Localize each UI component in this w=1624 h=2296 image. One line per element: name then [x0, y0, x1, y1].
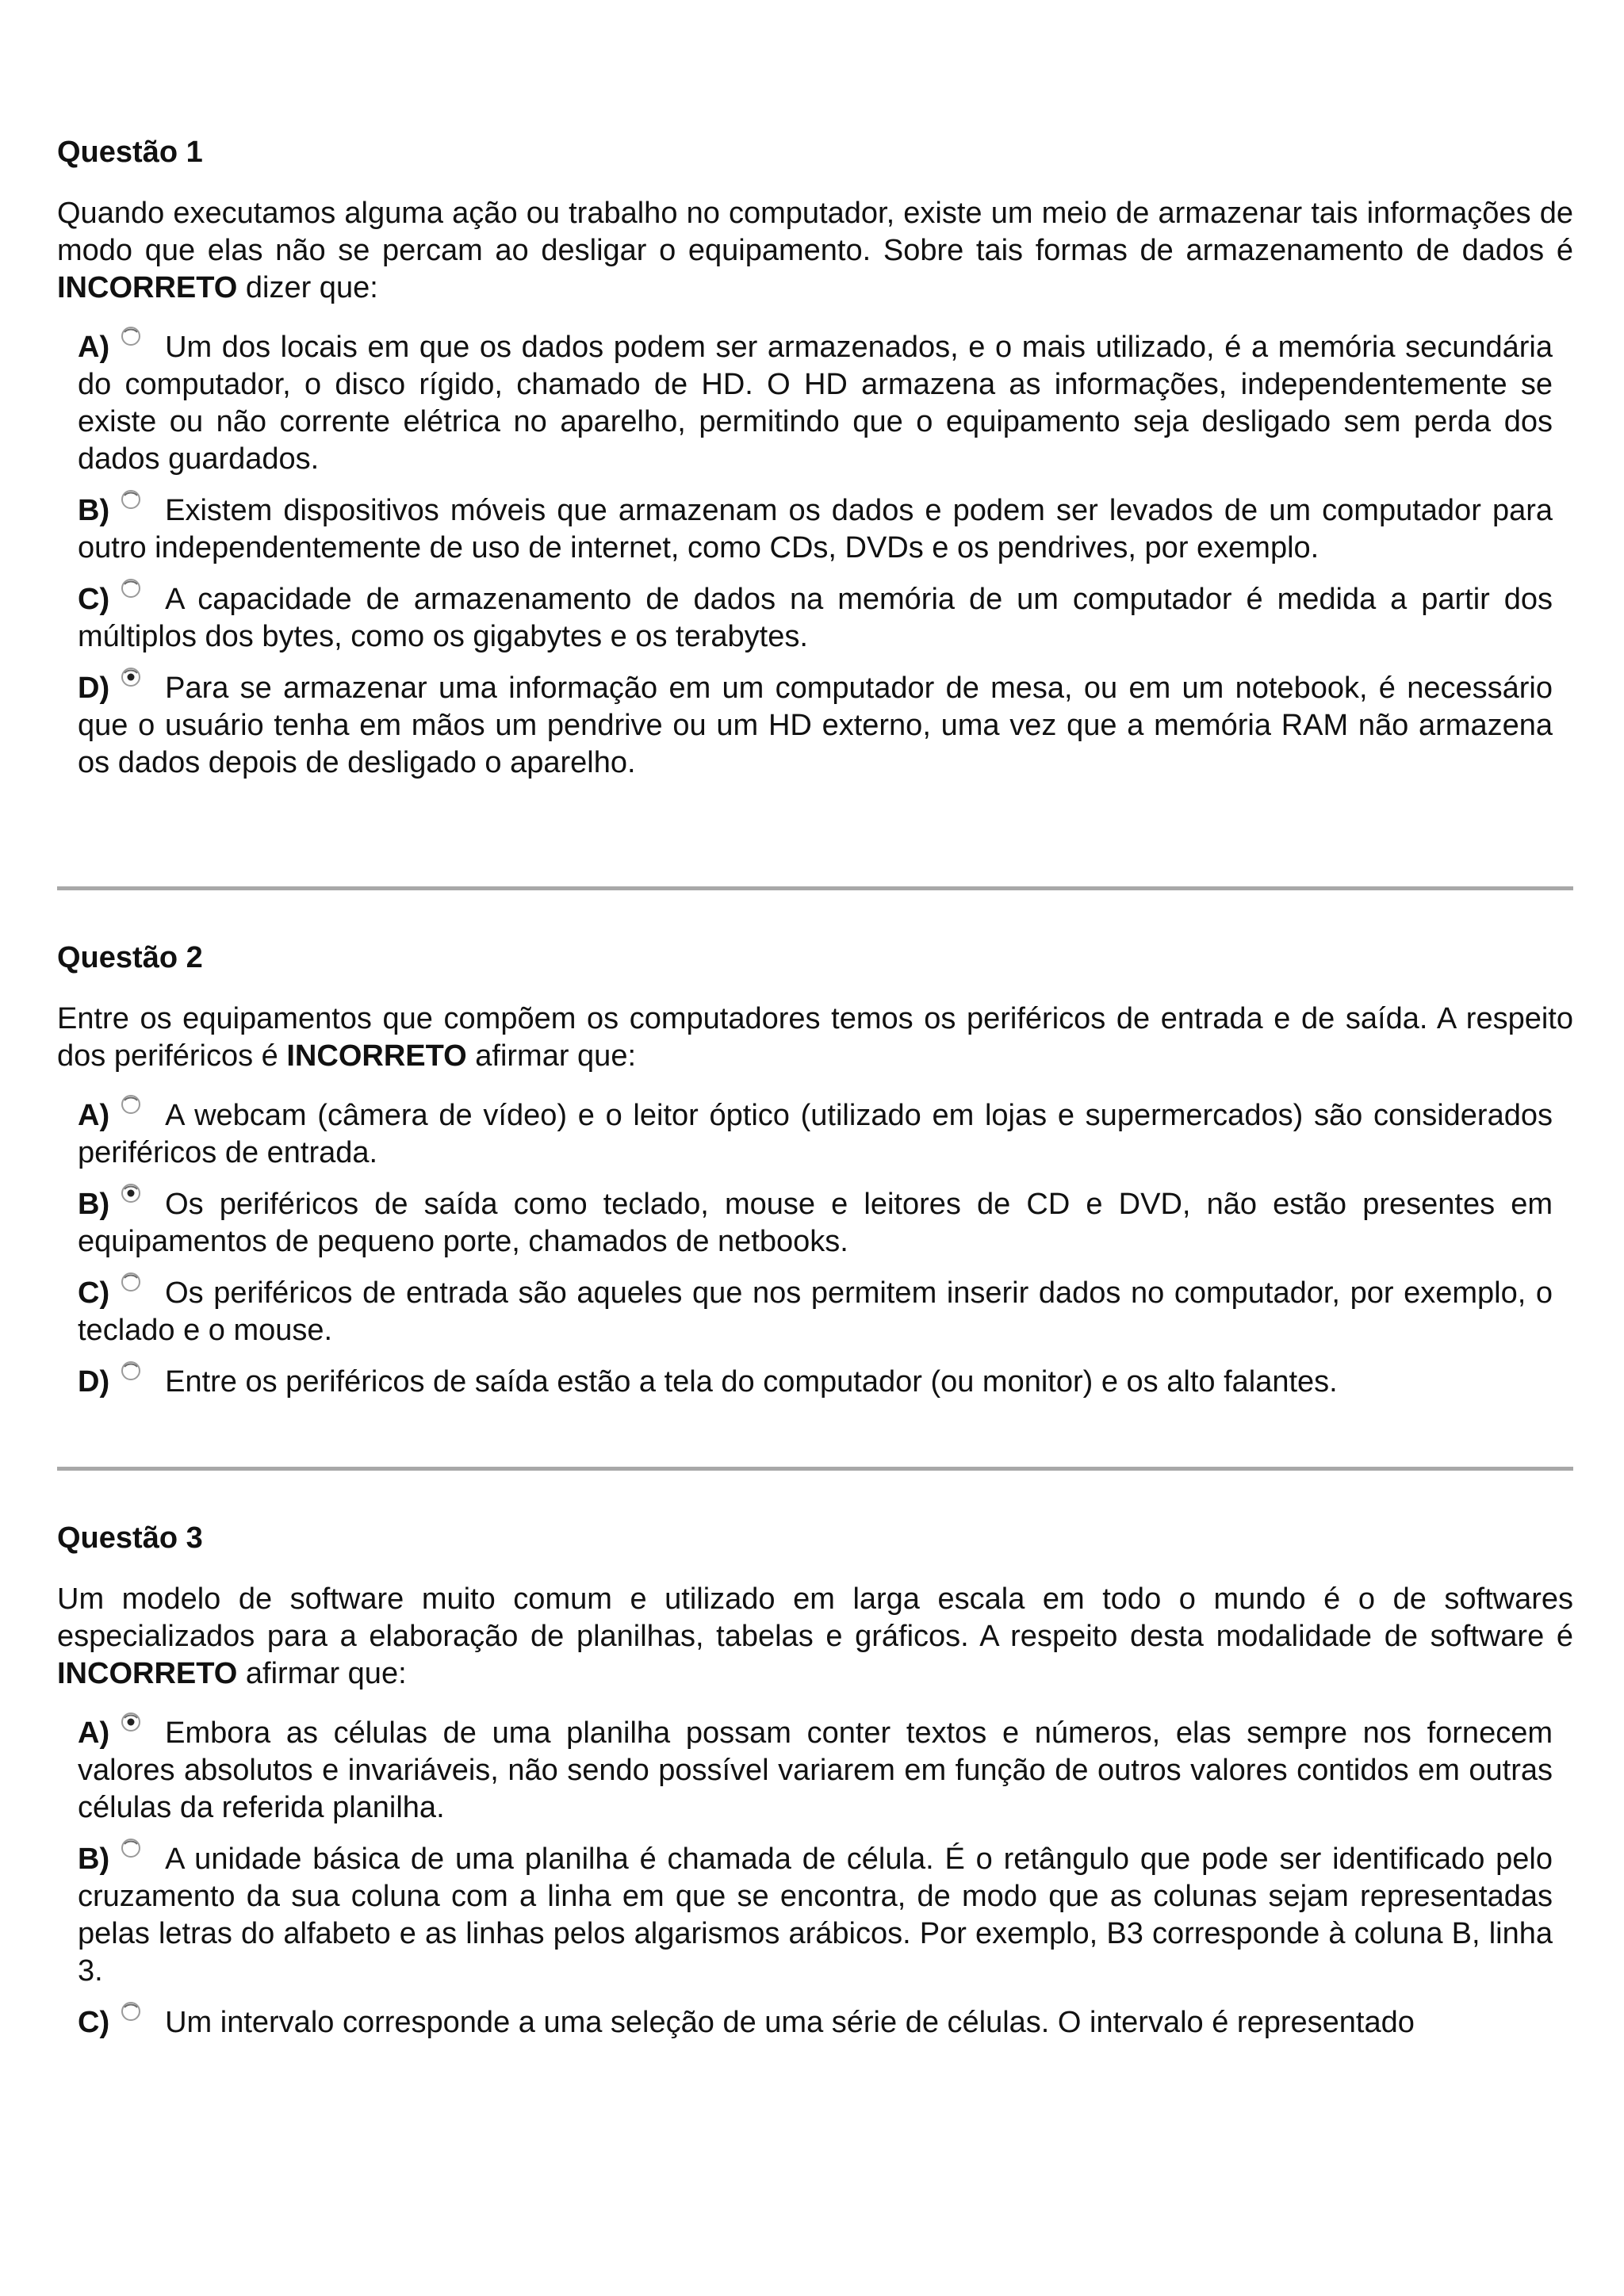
radio-button[interactable] — [121, 1360, 141, 1381]
option-text: Para se armazenar uma informação em um computador de mesa, ou em um notebook, é necessário que o usuário tenha em mãos um pendrive ou um HD externo, uma vez que a memória RAM não armazena os dados depois de desligado o aparelho. — [78, 672, 1553, 779]
option-text: A unidade básica de uma planilha é chamada de célula. É o retângulo que pode ser identificado pelo cruzamento da sua coluna com a linha em que se encontra, de modo que as colunas sejam representadas pelas letras do alfabeto e as linhas pelos algarismos arábicos. Por exemplo, B3 corresponde à coluna B, linha 3. — [78, 1843, 1553, 1988]
option-text: Um dos locais em que os dados podem ser armazenados, e o mais utilizado, é a memória secundária do computador, o disco rígido, chamado de HD. O HD armazena as informações, independentemente se existe ou não corrente elétrica no aparelho, permitindo que o equipamento seja desligado sem perda dos dados guardados. — [78, 331, 1553, 476]
option-c[interactable] — [78, 581, 1553, 656]
option-text: Um intervalo corresponde a uma seleção de uma série de células. O intervalo é representado — [165, 2006, 1415, 2039]
question-prompt — [57, 195, 1573, 307]
option-letter: B) — [78, 494, 110, 527]
option-b[interactable] — [78, 1186, 1553, 1261]
prompt-text: Quando executamos alguma ação ou trabalho no computador, existe um meio de armazenar tais informações de modo que elas não se percam ao desligar o equipamento. Sobre tais formas de armazenamento de dados é — [57, 197, 1573, 267]
radio-button[interactable] — [121, 326, 141, 346]
radio-button[interactable] — [121, 1272, 141, 1292]
radio-button[interactable] — [121, 1838, 141, 1858]
prompt-text-end: dizer que: — [237, 271, 378, 304]
option-a[interactable] — [78, 1097, 1553, 1172]
question-prompt — [57, 1581, 1573, 1693]
prompt-emphasis: INCORRETO — [57, 271, 238, 304]
question-prompt — [57, 1001, 1573, 1075]
option-letter: C) — [78, 2006, 110, 2039]
radio-button[interactable] — [121, 578, 141, 599]
option-a[interactable] — [78, 1715, 1553, 1827]
options-list — [78, 1097, 1553, 1401]
radio-button[interactable] — [121, 1183, 141, 1203]
question-1 — [57, 133, 1573, 796]
option-letter: A) — [78, 1099, 110, 1132]
option-letter: A) — [78, 331, 110, 364]
option-d[interactable] — [78, 670, 1553, 782]
radio-button[interactable] — [121, 1712, 141, 1732]
option-letter: A) — [78, 1716, 110, 1750]
section-divider — [57, 1467, 1573, 1471]
prompt-emphasis: INCORRETO — [286, 1039, 467, 1073]
prompt-text: Entre os equipamentos que compõem os computadores temos os periféricos de entrada e de saída. A respeito dos periféricos é — [57, 1002, 1573, 1073]
question-title: Questão 2 — [57, 941, 203, 974]
option-letter: C) — [78, 1276, 110, 1310]
option-text: A capacidade de armazenamento de dados na memória de um computador é medida a partir dos múltiplos dos bytes, como os gigabytes e os terabytes. — [78, 583, 1553, 653]
radio-button[interactable] — [121, 489, 141, 510]
option-text: Existem dispositivos móveis que armazenam os dados e podem ser levados de um computador para outro independentemente de uso de internet, como CDs, DVDs e os pendrives, por exemplo. — [78, 494, 1553, 564]
option-text: Os periféricos de entrada são aqueles que nos permitem inserir dados no computador, por exemplo, o teclado e o mouse. — [78, 1276, 1553, 1347]
section-divider — [57, 886, 1573, 890]
option-b[interactable] — [78, 1841, 1553, 1990]
options-list — [78, 329, 1553, 782]
option-text: A webcam (câmera de vídeo) e o leitor óptico (utilizado em lojas e supermercados) são considerados periféricos de entrada. — [78, 1099, 1553, 1169]
option-text: Entre os periféricos de saída estão a tela do computador (ou monitor) e os alto falantes. — [165, 1365, 1338, 1399]
option-c[interactable] — [78, 1275, 1553, 1349]
option-letter: D) — [78, 1365, 110, 1399]
option-d[interactable] — [78, 1364, 1553, 1401]
option-c[interactable] — [78, 2004, 1553, 2042]
option-b[interactable] — [78, 492, 1553, 567]
options-list — [78, 1715, 1553, 2042]
prompt-text: Um modelo de software muito comum e utilizado em larga escala em todo o mundo é o de softwares especializados para a elaboração de planilhas, tabelas e gráficos. A respeito desta modalidade de software é — [57, 1582, 1573, 1653]
question-3 — [57, 1519, 1573, 2056]
option-letter: D) — [78, 672, 110, 705]
option-text: Embora as células de uma planilha possam conter textos e números, elas sempre nos fornecem valores absolutos e invariáveis, não sendo possível variarem em função de outros valores contidos em outras células da referida planilha. — [78, 1716, 1553, 1824]
question-title: Questão 3 — [57, 1521, 203, 1555]
prompt-text-end: afirmar que: — [466, 1039, 637, 1073]
prompt-text-end: afirmar que: — [237, 1657, 407, 1690]
radio-button[interactable] — [121, 667, 141, 687]
question-title: Questão 1 — [57, 136, 203, 169]
option-a[interactable] — [78, 329, 1553, 478]
radio-button[interactable] — [121, 2001, 141, 2022]
option-letter: B) — [78, 1188, 110, 1221]
option-letter: B) — [78, 1843, 110, 1876]
option-text: Os periféricos de saída como teclado, mouse e leitores de CD e DVD, não estão presentes em equipamentos de pequeno porte, chamados de netbooks. — [78, 1188, 1553, 1258]
question-2 — [57, 939, 1573, 1415]
option-letter: C) — [78, 583, 110, 616]
radio-button[interactable] — [121, 1094, 141, 1115]
prompt-emphasis: INCORRETO — [57, 1657, 238, 1690]
